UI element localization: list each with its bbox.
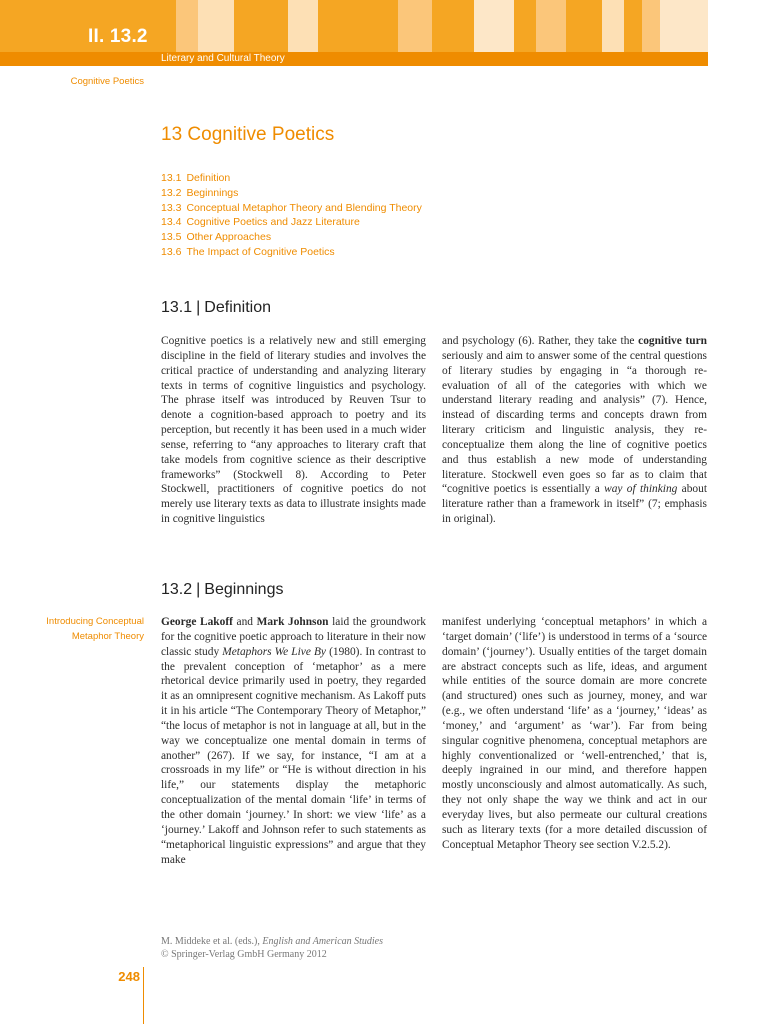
text-run: laid the groundwork for the cognitive poetic approach to literature in their now classic study [161, 616, 426, 658]
toc-item-title: Other Approaches [186, 231, 272, 244]
header-color-block [660, 0, 708, 52]
section-separator: | [196, 581, 201, 598]
toc-item-number: 13.4 [161, 216, 182, 229]
beginnings-left-column [161, 615, 426, 867]
header-color-block [198, 0, 234, 52]
section-separator: | [196, 299, 201, 316]
toc-item[interactable] [161, 230, 422, 245]
margin-note: Introducing Conceptual Metaphor Theory [46, 616, 144, 642]
toc-item[interactable] [161, 171, 422, 186]
definition-right-column [442, 334, 707, 527]
toc-item[interactable] [161, 201, 422, 216]
toc-item-number: 13.2 [161, 186, 182, 199]
toc-item[interactable] [161, 245, 422, 260]
chapter-number: II. 13.2 [88, 26, 148, 47]
header-color-block [642, 0, 660, 52]
definition-left-column: Cognitive poetics is a relatively new and still emerging discipline in the field of literary studies and involves the critical practice of understanding and analyzing literary texts in terms of cognitive linguistics and psychology. The phrase itself was introduced by Reuven Tsur to denote a cognition-based approach to poetry and its perception, but recently it has been used in a much wider sense, referring to “any approaches to literary craft that take models from cognitive science as their descriptive frameworks” (Stockwell 8). According to Peter Stockwell, practitioners of cognitive poetics do not merely use literary texts as data to illustrate insights made in cognitive linguistics [161, 335, 426, 526]
footer-citation [161, 935, 383, 961]
text-run: M. Middeke et al. (eds.), [161, 936, 263, 947]
header-color-block [398, 0, 432, 52]
header-strip [0, 52, 708, 66]
page-number-rule [143, 967, 144, 1024]
table-of-contents [161, 171, 422, 260]
emphasis: way of thinking [604, 483, 678, 496]
book-title: Metaphors We Live By [222, 645, 326, 658]
toc-item-title: Conceptual Metaphor Theory and Blending Theory [186, 201, 422, 214]
toc-item-number: 13.1 [161, 172, 182, 184]
header-color-block [288, 0, 318, 52]
toc-item-number: 13.3 [161, 201, 182, 214]
beginnings-right-column: manifest underlying ‘conceptual metaphors’ in which a ‘target domain’ (‘life’) is understood in terms of a ‘source domain’ (‘journey’). Usually entities of the target domain are abstract concepts such as life, ideas, and argument while entities of the source domain are more concrete (and structured) ones such as journey, money, and war (e.g., we often understand ‘life’ as a ‘journey,’ ‘ideas’ as ‘money,’ and ‘argument’ as ‘war’). Far from being singular cognitive phenomena, conceptual metaphors are highly conventionalized or ‘well-entrenched,’ that is, deeply ingrained in our mind, and therefore happen mostly unconsciously and almost automatically. As such, they not only shape the way we think and act in our everyday lives, but also permeate our cultural creations such as literary texts (for a more detailed discussion of Conceptual Metaphor Theory see section V.2.5.2). [442, 616, 707, 851]
section-heading-beginnings [161, 581, 283, 599]
toc-item-number: 13.5 [161, 231, 182, 244]
toc-item-number: 13.6 [161, 245, 182, 258]
series-title: Literary and Cultural Theory [161, 53, 285, 64]
running-head: Cognitive Poetics [70, 76, 144, 87]
key-term: Mark Johnson [256, 616, 329, 628]
header-color-block [474, 0, 514, 52]
key-term: cognitive turn [638, 335, 707, 347]
page-number: 248 [118, 969, 140, 984]
text-run: and psychology (6). Rather, they take the [442, 335, 639, 347]
text-run: about literature rather than a framework in itself” (7; emphasis in original). [442, 483, 707, 526]
toc-item-title: Beginnings [186, 186, 239, 199]
header-color-block [602, 0, 624, 52]
section-title: Beginnings [204, 581, 284, 598]
toc-item[interactable] [161, 186, 422, 201]
toc-item-title: Cognitive Poetics and Jazz Literature [186, 216, 360, 229]
text-run: and [232, 616, 257, 628]
section-heading-definition [161, 299, 271, 317]
toc-item-title: Definition [186, 172, 231, 184]
text-run: seriously and aim to answer some of the central questions of literary studies by engaging in “a thorough re-evaluation of all of the categories with which we understand literary reading and analysis” (7). Hence, instead of discarding terms and concepts drawn from literary criticism and linguistic analysis, they re-conceptualize them along the line of cognitive poetics and thus establish a new mode of understanding literature. Stockwell even goes so far as to claim that “cognitive poetics is essentially a [442, 349, 707, 496]
section-title: Definition [204, 299, 271, 316]
header-color-block [536, 0, 566, 52]
chapter-title: 13 Cognitive Poetics [161, 124, 335, 145]
citation-line [161, 935, 383, 948]
copyright-line: © Springer-Verlag GmbH Germany 2012 [161, 949, 327, 960]
key-term: George Lakoff [161, 616, 233, 628]
toc-item-title: The Impact of Cognitive Poetics [186, 245, 335, 258]
toc-item[interactable] [161, 215, 422, 230]
text-run: (1980). In contrast to the prevalent conception of ‘metaphor’ as a mere rhetorical device primarily used in poetry, they regarded it as an omnipresent cognitive mechanism. As Lakoff puts it in his article “The Contemporary Theory of Metaphor,” “the locus of metaphor is not in language at all, but in the way we conceptualize one mental domain in terms of another” (267). If we say, for instance, “I am at a crossroads in my life” or “He is without direction in his life,” our statements display the metaphoric conceptualization of the mental domain ‘life’ in terms of the other domain ‘journey.’ In short: we view ‘life’ as a ‘journey.’ Lakoff and Johnson refer to such statements as “metaphorical linguistic expressions” and argue that they make [161, 645, 426, 866]
section-number: 13.2 [161, 581, 193, 598]
header-color-block [176, 0, 198, 52]
section-number: 13.1 [161, 299, 193, 316]
book-title: English and American Studies [262, 936, 384, 947]
